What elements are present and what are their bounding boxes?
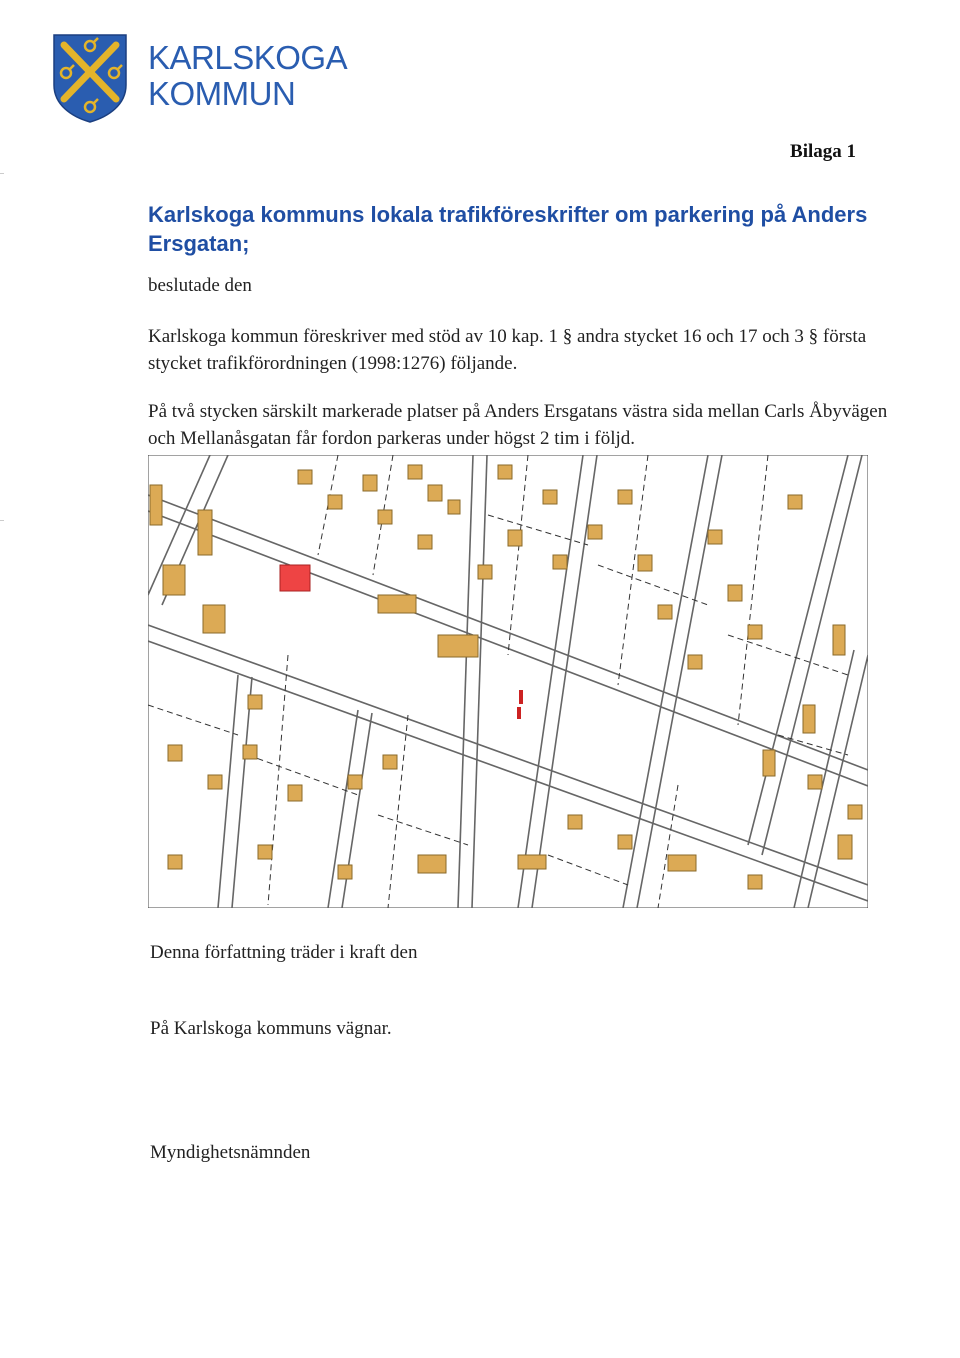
map-building	[808, 775, 822, 789]
map-highlight-building	[280, 565, 310, 591]
map-building	[553, 555, 567, 569]
map-building	[803, 705, 815, 733]
map-building	[418, 855, 446, 873]
document-title: Karlskoga kommuns lokala trafikföreskrifter om parkering på Anders Ersgatan;	[148, 202, 868, 256]
scan-mark	[0, 520, 4, 521]
map-building	[168, 745, 182, 761]
map-building	[833, 625, 845, 655]
legal-basis-paragraph: Karlskoga kommun föreskriver med stöd av 10 kap. 1 § andra stycket 16 och 17 och 3 § första stycket trafikförordningen (1998:1276) följande.	[148, 326, 867, 374]
map-building	[568, 815, 582, 829]
scan-mark	[0, 173, 4, 174]
brand-line-2: KOMMUN	[148, 75, 296, 112]
map-building	[498, 465, 512, 479]
map-building	[508, 530, 522, 546]
map-building	[478, 565, 492, 579]
map-building	[150, 485, 162, 525]
map-building	[298, 470, 312, 484]
map-building	[788, 495, 802, 509]
map-building	[708, 530, 722, 544]
map-building	[168, 855, 182, 869]
regulation-paragraph: På två stycken särskilt markerade platser på Anders Ersgatans västra sida mellan Carls Åbyvägen och Mellanåsgatan får fordon parkeras under högst 2 tim i följd.	[148, 401, 888, 449]
map-building	[243, 745, 257, 759]
map-building	[418, 535, 432, 549]
map-building	[688, 655, 702, 669]
map-building	[518, 855, 546, 869]
map-building	[208, 775, 222, 789]
map-building	[618, 835, 632, 849]
map-building	[543, 490, 557, 504]
map-building	[248, 695, 262, 709]
map-building	[383, 755, 397, 769]
signature-line: På Karlskoga kommuns vägnar.	[150, 1018, 392, 1039]
map-building	[378, 595, 416, 613]
coat-of-arms-icon	[52, 33, 128, 123]
parking-site-map	[148, 455, 868, 908]
map-building	[588, 525, 602, 539]
map-building	[438, 635, 478, 657]
map-building	[348, 775, 362, 789]
map-building	[163, 565, 185, 595]
map-building	[328, 495, 342, 509]
map-building	[763, 750, 775, 776]
map-building	[363, 475, 377, 491]
map-building	[668, 855, 696, 871]
map-building	[728, 585, 742, 601]
map-building	[288, 785, 302, 801]
signing-board: Myndighetsnämnden	[150, 1142, 311, 1163]
effective-date-line: Denna författning träder i kraft den	[150, 942, 418, 963]
municipality-brand	[148, 40, 347, 112]
appendix-label: Bilaga 1	[790, 141, 856, 162]
map-building	[378, 510, 392, 524]
map-building	[448, 500, 460, 514]
map-building	[408, 465, 422, 479]
map-building	[258, 845, 272, 859]
map-building	[203, 605, 225, 633]
decision-date-line: beslutade den	[148, 275, 252, 296]
brand-line-1: KARLSKOGA	[148, 39, 348, 76]
map-building	[338, 865, 352, 879]
parking-space-marker	[517, 707, 521, 719]
map-building	[618, 490, 632, 504]
map-building	[198, 510, 212, 555]
map-building	[658, 605, 672, 619]
map-building	[428, 485, 442, 501]
map-building	[748, 875, 762, 889]
map-building	[748, 625, 762, 639]
map-building	[848, 805, 862, 819]
parking-space-marker	[519, 690, 523, 704]
map-building	[638, 555, 652, 571]
map-building	[838, 835, 852, 859]
